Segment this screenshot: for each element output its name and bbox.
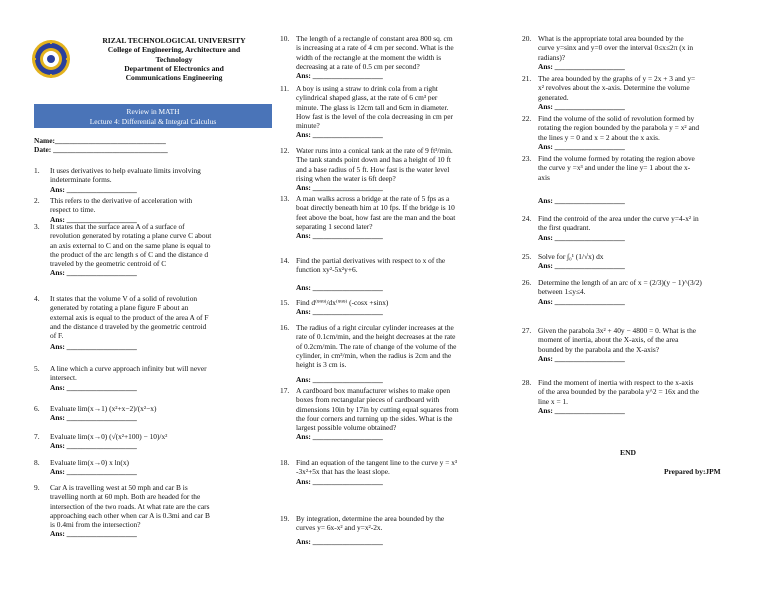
question-1 <box>34 166 274 194</box>
question-22 <box>522 114 742 151</box>
question-text <box>538 74 742 111</box>
question-line: minute? <box>296 121 320 131</box>
answer-blank[interactable]: Ans: ___________________ <box>296 71 383 81</box>
question-26 <box>522 278 742 306</box>
question-line: Find the volume of the solid of revolution formed by <box>538 114 695 123</box>
name-date-block <box>34 136 168 155</box>
question-7 <box>34 432 274 451</box>
question-line: intersect. <box>50 373 77 383</box>
question-text <box>50 432 274 451</box>
question-line: the product of the arc length s of C and the distance d <box>50 249 209 259</box>
question-text <box>296 386 494 442</box>
question-line: width of the rectangle at the moment the width is <box>296 52 442 62</box>
question-line: By integration, determine the area bounded by the <box>296 514 445 523</box>
answer-blank[interactable]: Ans: ___________________ <box>538 101 625 111</box>
question-line: function xy²-5x²y+6. <box>296 265 358 275</box>
question-line: the first quadrant. <box>538 223 591 233</box>
question-number: 16. <box>280 323 290 332</box>
question-line: traveled by the geometric centroid of C <box>50 259 167 269</box>
question-line: of 0.2cm/min. The rate of change of the volume of the <box>296 341 457 351</box>
question-3 <box>34 222 274 278</box>
question-text <box>296 514 494 546</box>
question-text <box>50 294 274 352</box>
question-text <box>296 194 494 240</box>
answer-blank[interactable]: Ans: ___________________ <box>50 529 137 539</box>
question-line: How fast is the level of the cola decreasing in cm per <box>296 111 453 121</box>
question-number: 28. <box>522 378 532 387</box>
question-number: 18. <box>280 458 290 467</box>
question-number: 15. <box>280 298 290 307</box>
question-line: Water runs into a conical tank at the rate of 9 ft³/min. <box>296 146 453 155</box>
question-line: curve y=sinx and y=0 over the interval 0≤x≤2π (x in <box>538 43 694 53</box>
university-seal-icon <box>31 39 71 79</box>
question-19 <box>280 514 494 546</box>
question-5 <box>34 364 274 392</box>
question-18 <box>280 458 494 486</box>
date-field[interactable]: Date: _______________________________ <box>34 145 168 155</box>
question-line: The length of a rectangle of constant area 800 sq. cm <box>296 34 453 43</box>
answer-blank[interactable]: Ans: ___________________ <box>50 268 137 278</box>
question-line: Evaluate lim(x→1) (x²+x−2)/(x²−x) <box>50 404 157 413</box>
question-line: the four corners and turning up the sides. What is the <box>296 413 453 423</box>
question-line: x² revolves about the x-axis. Determine the volume <box>538 83 690 93</box>
question-line: The tank stands point down and has a height of 10 ft <box>296 155 451 165</box>
question-line: cylinder, in cm³/min, when the radius is 2cm and the <box>296 350 452 360</box>
answer-blank[interactable]: Ans: ___________________ <box>50 441 137 451</box>
question-line: curves y= 6x-x² and y=x²-2x. <box>296 523 383 533</box>
question-line: an axis external to C and on the same plane is equal to <box>50 240 211 250</box>
answer-blank[interactable]: Ans: ___________________ <box>296 282 383 292</box>
question-line: A boy is using a straw to drink cola from a right <box>296 84 438 93</box>
question-number: 17. <box>280 386 290 395</box>
question-10 <box>280 34 494 80</box>
question-number: 14. <box>280 256 290 265</box>
question-text <box>50 364 274 392</box>
question-16 <box>280 323 494 385</box>
university-name: RIZAL TECHNOLOGICAL UNIVERSITY <box>102 36 246 45</box>
question-line: is 0.4mi from the intersection? <box>50 520 141 530</box>
question-20 <box>522 34 742 71</box>
question-number: 27. <box>522 326 532 335</box>
question-line: approaching each other when car A is 0.3mi and car B <box>50 510 210 520</box>
question-number: 8. <box>34 458 40 467</box>
question-line: the lines y = 0 and x = 2 about the x axis. <box>538 132 660 142</box>
review-banner <box>34 104 272 128</box>
question-line: It states that the volume V of a solid of revolution <box>50 294 198 303</box>
question-8 <box>34 458 274 477</box>
question-text <box>538 114 742 151</box>
question-line: decreasing at a rate of 0.5 cm per second? <box>296 61 420 71</box>
question-number: 12. <box>280 146 290 155</box>
question-24 <box>522 214 742 242</box>
question-line: height is 3 cm is. <box>296 360 347 370</box>
question-line: Find d⁽⁹⁹⁹⁾/dx⁽⁹⁹⁹⁾ (-cosx +sinx) <box>296 298 389 307</box>
question-line: moment of inertia, about the X-axis, of the area <box>538 335 679 345</box>
question-text <box>50 222 274 278</box>
question-number: 23. <box>522 154 532 163</box>
question-line: rotating the region bounded by the parabola y = x² and <box>538 123 700 133</box>
question-text <box>538 34 742 71</box>
name-field[interactable]: Name:______________________________ <box>34 136 166 145</box>
question-number: 1. <box>34 166 40 175</box>
answer-blank[interactable]: Ans: ___________________ <box>538 61 625 71</box>
question-text <box>50 166 274 194</box>
answer-blank[interactable]: Ans: ___________________ <box>538 232 625 242</box>
question-line: generated by rotating a plane figure F about an <box>50 303 189 313</box>
question-23 <box>522 154 742 205</box>
question-number: 25. <box>522 252 532 261</box>
question-4 <box>34 294 274 352</box>
question-number: 24. <box>522 214 532 223</box>
question-14 <box>280 256 494 292</box>
question-21 <box>522 74 742 111</box>
question-17 <box>280 386 494 442</box>
question-number: 10. <box>280 34 290 43</box>
college-line-1: College of Engineering, Architecture and <box>107 45 241 55</box>
question-6 <box>34 404 274 423</box>
question-line: A cardboard box manufacturer wishes to make open <box>296 386 451 395</box>
prepared-by: Prepared by:JPM <box>664 467 721 476</box>
question-line: respect to time. <box>50 205 96 215</box>
question-line: separating 1 second later? <box>296 221 373 231</box>
question-text <box>296 146 494 192</box>
question-line: It states that the surface area A of a surface of <box>50 222 185 231</box>
header-block <box>76 36 272 82</box>
question-text <box>538 278 742 306</box>
question-number: 3. <box>34 222 40 231</box>
question-line: line x = 1. <box>538 396 569 406</box>
answer-blank[interactable]: Ans: ___________________ <box>296 375 383 385</box>
question-text <box>50 404 274 423</box>
question-line: boxes from rectangular pieces of cardboard with <box>296 395 440 405</box>
answer-blank[interactable]: Ans: ___________________ <box>538 141 625 151</box>
banner-subtitle: Lecture 4: Differential & Integral Calculus <box>89 116 217 126</box>
question-number: 6. <box>34 404 40 413</box>
question-number: 22. <box>522 114 532 123</box>
question-line: This refers to the derivative of acceleration with <box>50 196 193 205</box>
question-line: and a base radius of 5 ft. How fast is the water level <box>296 164 450 174</box>
question-line: radians)? <box>538 52 566 62</box>
end-label: END <box>620 448 637 457</box>
answer-blank[interactable]: Ans: ___________________ <box>50 214 137 224</box>
question-line: minute. The glass is 12cm tall and 6cm in diameter. <box>296 102 449 112</box>
question-line: bounded by the parabola and the X-axis? <box>538 344 660 354</box>
question-line: -3x²+5x that has the least slope. <box>296 467 390 477</box>
question-text <box>296 34 494 80</box>
question-text <box>538 326 742 363</box>
question-28 <box>522 378 742 415</box>
question-15 <box>280 298 494 317</box>
question-number: 7. <box>34 432 40 441</box>
answer-blank[interactable]: Ans: ___________________ <box>296 307 383 317</box>
question-line: axis <box>538 172 550 182</box>
question-25 <box>522 252 742 271</box>
question-line: rising when the water is 6ft deep? <box>296 173 396 183</box>
answer-blank[interactable]: Ans: ___________________ <box>296 476 383 486</box>
question-line: generated. <box>538 92 569 102</box>
question-11 <box>280 84 494 140</box>
question-number: 5. <box>34 364 40 373</box>
question-line: travelling north at 60 mph. Both are headed for the <box>50 492 201 502</box>
question-2 <box>34 196 274 224</box>
question-line: Solve for ∫₀¹ (1/√x) dx <box>538 252 604 261</box>
question-line: between 1≤y≤4. <box>538 287 586 297</box>
question-text <box>50 196 274 224</box>
answer-blank[interactable]: Ans: ___________________ <box>296 432 383 442</box>
question-text <box>296 298 494 317</box>
question-line: Find the volume formed by rotating the region above <box>538 154 695 163</box>
question-line: A man walks across a bridge at the rate of 5 fps as a <box>296 194 450 203</box>
question-line: the curve y =x³ and under the line y= 1 about the x- <box>538 163 691 173</box>
college-line-2: Technology <box>155 54 193 64</box>
question-line: boat directly beneath him at 10 fps. If the bridge is 10 <box>296 203 455 213</box>
question-number: 2. <box>34 196 40 205</box>
department-line-2: Communications Engineering <box>125 73 223 83</box>
question-line: revolution generated by rotating a plane curve C about <box>50 231 212 241</box>
question-13 <box>280 194 494 240</box>
question-number: 4. <box>34 294 40 303</box>
question-line: Evaluate lim(x→0) x ln(x) <box>50 458 130 467</box>
question-text <box>296 458 494 486</box>
answer-blank[interactable]: Ans: ___________________ <box>296 183 383 193</box>
question-line: indeterminate forms. <box>50 175 112 185</box>
answer-blank[interactable]: Ans: ___________________ <box>50 413 137 423</box>
question-line: The radius of a right circular cylinder increases at the <box>296 323 454 332</box>
question-line: and the distance d traveled by the geometric centroid <box>50 321 207 331</box>
question-line: It uses derivatives to help evaluate limits involving <box>50 166 201 175</box>
question-line: What is the appropriate total area bounded by the <box>538 34 684 43</box>
question-27 <box>522 326 742 363</box>
question-12 <box>280 146 494 192</box>
answer-blank[interactable]: Ans: ___________________ <box>538 296 625 306</box>
question-line: external axis is equal to the product of the area A of F <box>50 312 209 322</box>
question-line: is increasing at a rate of 4 cm per second. What is the <box>296 43 454 53</box>
department-line-1: Department of Electronics and <box>124 63 224 73</box>
question-number: 9. <box>34 483 40 492</box>
question-line: feet above the boat, how fast are the man and the boat <box>296 212 456 222</box>
question-text <box>538 154 742 205</box>
question-line: cylindrical shaped glass, at the rate of 6 cm³ per <box>296 93 438 103</box>
answer-blank[interactable]: Ans: ___________________ <box>50 342 137 352</box>
question-text <box>296 84 494 140</box>
question-line: dimensions 10in by 17in by cutting equal squares from <box>296 404 459 414</box>
question-line: The area bounded by the graphs of y = 2x + 3 and y= <box>538 74 696 83</box>
question-number: 26. <box>522 278 532 287</box>
question-line: Find the centroid of the area under the curve y=4-x² in <box>538 214 699 223</box>
question-number: 20. <box>522 34 532 43</box>
question-text <box>538 252 742 271</box>
answer-blank[interactable]: Ans: ___________________ <box>538 195 625 205</box>
question-line: rate of 0.1cm/min, and the height decreases at the rate <box>296 332 456 342</box>
question-line: Given the parabola 3x² + 40y − 4800 = 0. What is the <box>538 326 697 335</box>
question-line: Find the moment of inertia with respect to the x-axis <box>538 378 694 387</box>
question-number: 13. <box>280 194 290 203</box>
question-text <box>50 483 274 539</box>
question-text <box>296 256 494 292</box>
answer-blank[interactable]: Ans: ___________________ <box>296 130 383 140</box>
question-text <box>538 378 742 415</box>
question-number: 11. <box>280 84 289 93</box>
question-line: of F. <box>50 331 64 341</box>
question-number: 19. <box>280 514 290 523</box>
question-9 <box>34 483 274 539</box>
answer-blank[interactable]: Ans: ___________________ <box>538 353 625 363</box>
question-line: largest possible volume obtained? <box>296 423 397 433</box>
question-text <box>538 214 742 242</box>
question-line: Find an equation of the tangent line to the curve y = x³ <box>296 458 458 467</box>
question-line: Evaluate lim(x→0) (√(x²+100) − 10)/x² <box>50 432 168 441</box>
answer-blank[interactable]: Ans: ___________________ <box>50 467 137 477</box>
question-text <box>296 323 494 385</box>
question-line: intersection of the two roads. At what rate are the cars <box>50 501 210 511</box>
answer-blank[interactable]: Ans: ___________________ <box>538 261 625 271</box>
question-line: Car A is travelling west at 50 mph and car B is <box>50 483 188 492</box>
banner-title: Review in MATH <box>126 107 180 116</box>
answer-blank[interactable]: Ans: ___________________ <box>538 405 625 415</box>
question-number: 21. <box>522 74 532 83</box>
question-line: Find the partial derivatives with respect to x of the <box>296 256 446 265</box>
answer-blank[interactable]: Ans: ___________________ <box>296 536 383 546</box>
answer-blank[interactable]: Ans: ___________________ <box>296 231 383 241</box>
question-line: Determine the length of an arc of x = (2/3)(y − 1)^(3/2) <box>538 278 702 287</box>
answer-blank[interactable]: Ans: ___________________ <box>50 382 137 392</box>
answer-blank[interactable]: Ans: ___________________ <box>50 184 137 194</box>
question-text <box>50 458 274 477</box>
question-line: of the area bounded by the parabola y^2 = 16x and the <box>538 387 699 397</box>
question-line: A line which a curve approach infinity but will never <box>50 364 207 373</box>
